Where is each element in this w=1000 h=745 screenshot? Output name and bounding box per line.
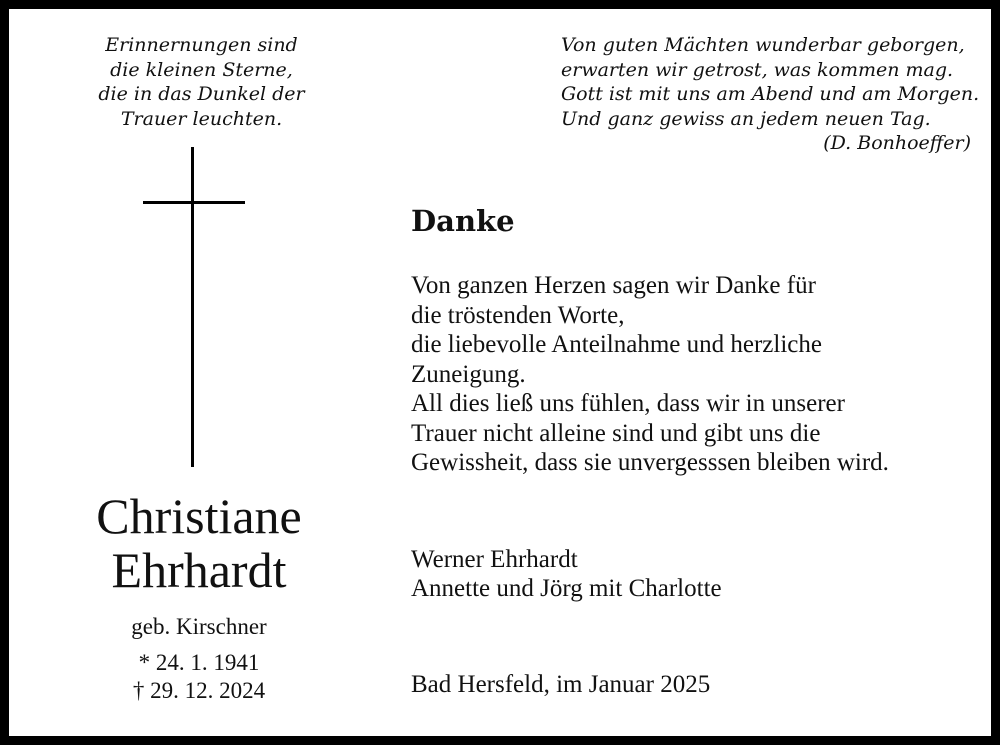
message-line: Von ganzen Herzen sagen wir Danke für [411,272,816,299]
deceased-first-name: Christiane [96,488,302,544]
thanks-message [411,271,981,478]
bonhoeffer-quote-line: Und ganz gewiss an jedem neuen Tag. [561,107,931,130]
birth-name: geb. Kirschner [131,614,267,639]
death-date: † 29. 12. 2024 [132,678,266,703]
memory-quote-line: Trauer leuchten. [120,107,283,130]
signers [411,545,722,603]
message-line: Gewissheit, dass sie unvergesssen bleiben wird. [411,449,889,476]
place-and-date: Bad Hersfeld, im Januar 2025 [411,671,711,698]
memory-quote [69,33,334,131]
thanks-heading: Danke [411,204,515,238]
signer-name: Werner Ehrhardt [411,546,578,573]
bonhoeffer-quote-line: erwarten wir getrost, was kommen mag. [561,58,954,81]
cross-horizontal-bar [143,201,245,204]
bonhoeffer-quote [561,33,980,156]
deceased-name [49,489,349,597]
deceased-last-name: Ehrhardt [111,542,287,598]
cross-vertical-bar [191,147,194,467]
message-line: die tröstenden Worte, [411,301,625,329]
message-line: die liebevolle Anteilnahme und herzliche [411,331,822,358]
signer-name: Annette und Jörg mit Charlotte [411,575,722,602]
message-line: All dies ließ uns fühlen, dass wir in unserer [411,390,845,417]
bonhoeffer-quote-line: Gott ist mit uns am Abend und am Morgen. [561,83,980,105]
quote-author: (D. Bonhoeffer) [823,132,971,154]
memory-quote-line: Erinnernungen sind [105,34,298,56]
life-dates [49,649,349,705]
bonhoeffer-quote-line: Von guten Mächten wunderbar geborgen, [561,34,965,56]
message-line: Zuneigung. [411,360,526,388]
cross-icon [143,147,245,467]
message-line: Trauer nicht alleine sind und gibt uns die [411,419,821,447]
memory-quote-line: die kleinen Sterne, [110,58,293,81]
memory-quote-line: die in das Dunkel der [98,83,305,105]
birth-date: * 24. 1. 1941 [138,650,260,675]
